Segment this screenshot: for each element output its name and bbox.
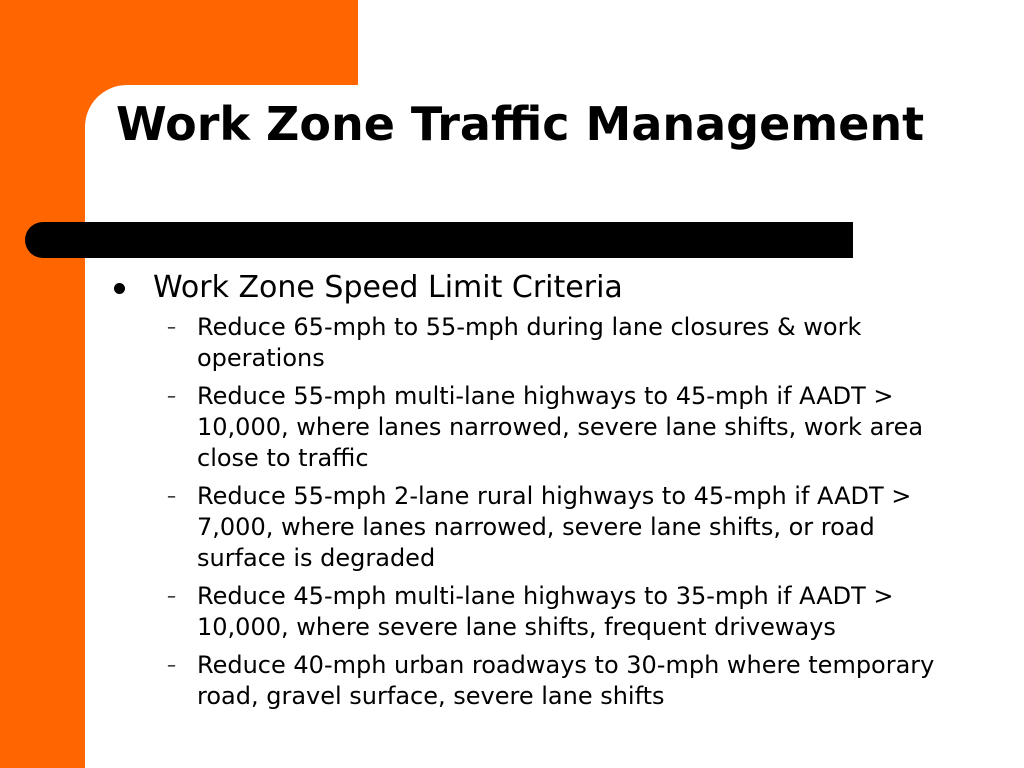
sub-bullet-list	[112, 312, 972, 712]
sub-bullet-text: Reduce 40-mph urban roadways to 30-mph where temporary road, gravel surface, severe lane shifts	[197, 651, 935, 710]
sub-bullet-item	[167, 581, 957, 643]
dash-icon: –	[167, 486, 176, 507]
dash-icon: –	[167, 655, 176, 676]
dash-icon: –	[167, 386, 176, 407]
sub-bullet-text: Reduce 55-mph multi-lane highways to 45-mph if AADT > 10,000, where lanes narrowed, severe lane shifts, work area close to traffic	[197, 382, 924, 472]
sub-bullet-item	[167, 381, 957, 474]
slide-content	[112, 270, 972, 719]
sub-bullet-text: Reduce 45-mph multi-lane highways to 35-mph if AADT > 10,000, where severe lane shifts, frequent driveways	[197, 582, 894, 641]
dash-icon: –	[167, 586, 176, 607]
sub-bullet-item	[167, 650, 957, 712]
sub-bullet-text: Reduce 65-mph to 55-mph during lane closures & work operations	[197, 313, 862, 372]
dash-icon: –	[167, 317, 176, 338]
sub-bullet-text: Reduce 55-mph 2-lane rural highways to 45-mph if AADT > 7,000, where lanes narrowed, severe lane shifts, or road surface is degraded	[197, 482, 912, 572]
main-bullet	[112, 270, 972, 306]
title-underline-bar	[25, 222, 853, 258]
bullet-dot-icon	[114, 283, 125, 294]
main-bullet-text: Work Zone Speed Limit Criteria	[153, 270, 623, 305]
sub-bullet-item	[167, 481, 957, 574]
slide-title: Work Zone Traffic Management	[116, 97, 925, 151]
sub-bullet-item	[167, 312, 957, 374]
